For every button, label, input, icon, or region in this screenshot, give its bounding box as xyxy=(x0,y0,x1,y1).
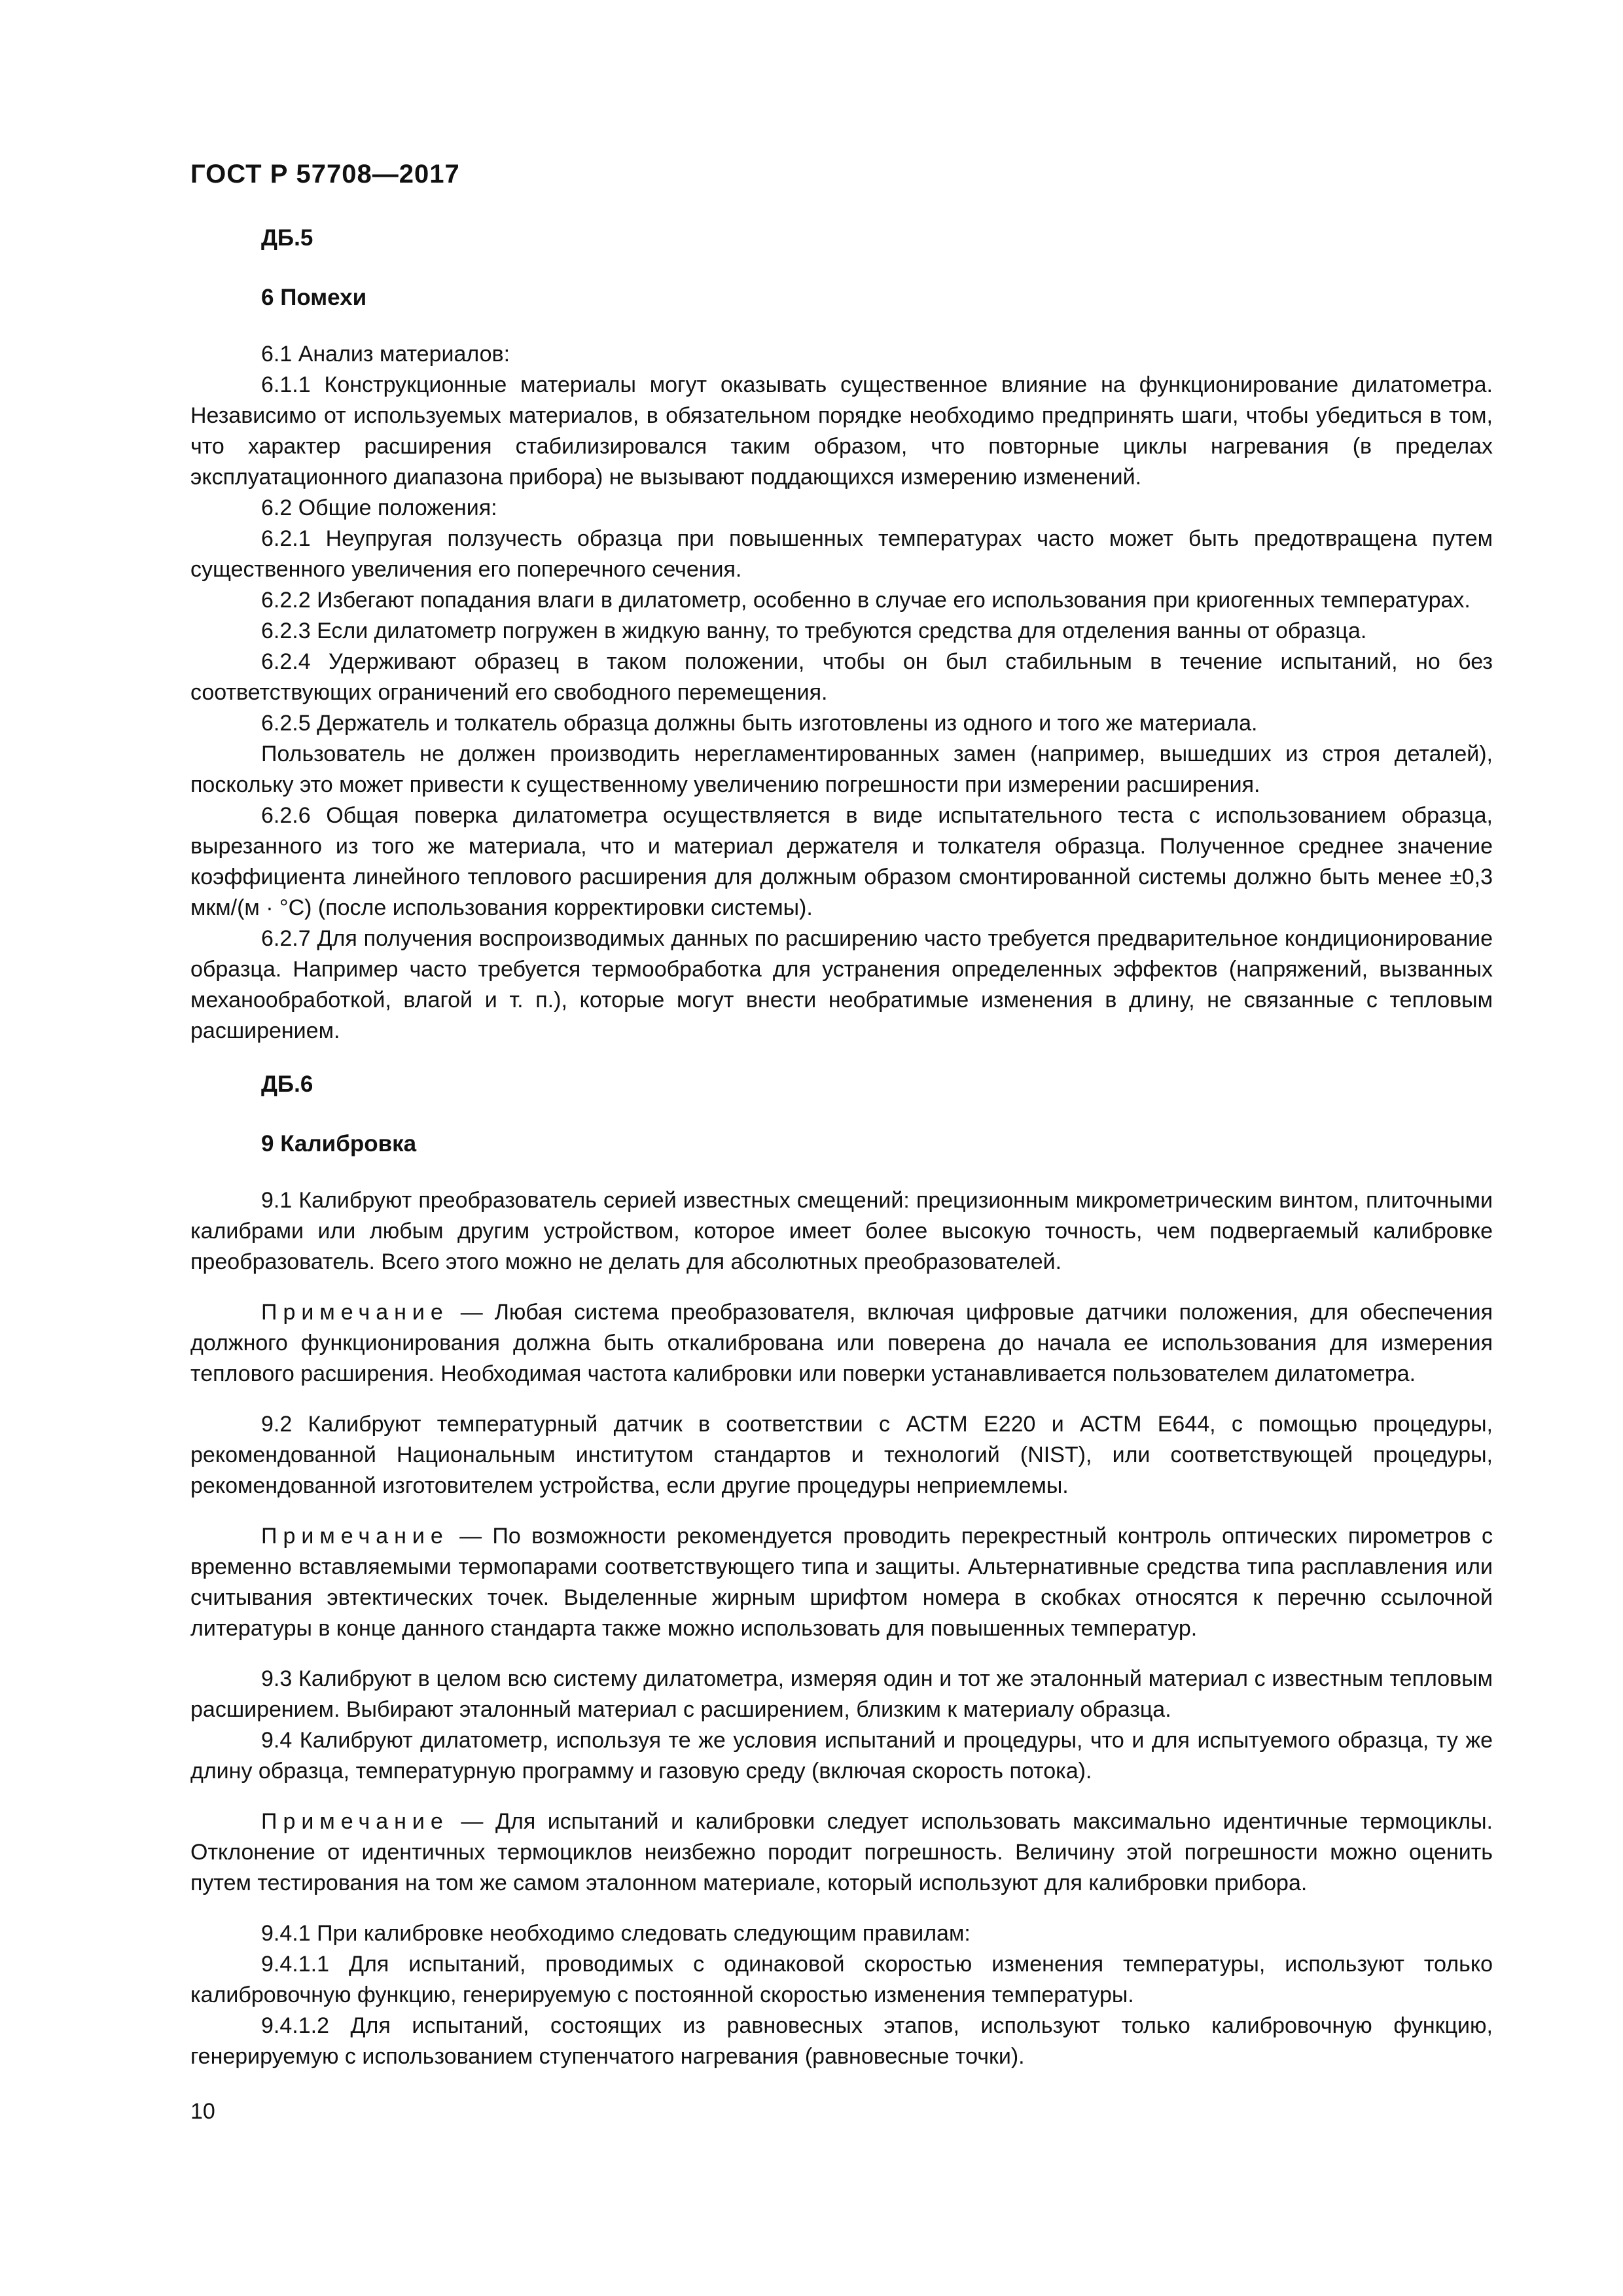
paragraph-6-2-1: 6.2.1 Неупругая ползучесть образца при повышенных температурах часто может быть предотвращена путем существенного увеличения его поперечного сечения. xyxy=(190,526,1493,582)
note-2-text: — По возможности рекомендуется проводить перекрестный контроль оптических пирометров с временно вставляемыми термопарами соответствующего типа и защиты. Альтернативные средства типа расплавления или считывания эвтектических точек. Выделенные жирным шрифтом номера в скобках относятся к перечню ссылочной литературы в конце данного стандарта также можно использовать для повышенных температур. xyxy=(190,1524,1493,1641)
note-3-text: — Для испытаний и калибровки следует использовать максимально идентичные термоциклы. Отклонение от идентичных термоциклов неизбежно породит погрешность. Величину этой погрешности можно оценить путем тестирования на том же самом эталонном материале, который используют для калибровки прибора. xyxy=(190,1809,1493,1895)
note-1-label: Примечание xyxy=(261,1300,449,1325)
note-3 xyxy=(190,1806,1493,1899)
paragraph-9-2: 9.2 Калибруют температурный датчик в соответствии с АСТМ Е220 и АСТМ Е644, с помощью процедуры, рекомендованной Национальным институтом стандартов и технологий (NIST), или соответствующей процедуры, рекомендованной изготовителем устройства, если другие процедуры неприемлемы. xyxy=(190,1412,1493,1498)
note-1 xyxy=(190,1297,1493,1390)
paragraph-6-2-7: 6.2.7 Для получения воспроизводимых данных по расширению часто требуется предварительное кондиционирование образца. Например часто требуется термообработка для устранения определенных эффектов (напряжений, вызванных механообработкой, влагой и т. п.), которые могут внести необратимые изменения в длину, не связанные с тепловым расширением. xyxy=(190,926,1493,1043)
paragraph-6-2-3: 6.2.3 Если дилатометр погружен в жидкую ванну, то требуются средства для отделения ванны от образца. xyxy=(261,619,1367,643)
page-number: 10 xyxy=(190,2099,215,2124)
note-2 xyxy=(190,1521,1493,1644)
paragraph-9-4-1: 9.4.1 При калибровке необходимо следовать следующим правилам: xyxy=(261,1921,971,1946)
section-title-calibration: 9 Калибровка xyxy=(261,1131,417,1157)
note-1-text: — Любая система преобразователя, включая цифровые датчики положения, для обеспечения должного функционирования должна быть откалибрована или поверена до начала ее использования для измерения теплового расширения. Необходимая частота калибровки или поверки устанавливается пользователем дилатометра. xyxy=(190,1300,1493,1386)
paragraph-6-2-2: 6.2.2 Избегают попадания влаги в дилатометр, особенно в случае его использования при криогенных температурах. xyxy=(261,588,1471,613)
paragraph-6-2-5: 6.2.5 Держатель и толкатель образца должны быть изготовлены из одного и того же материала. xyxy=(261,711,1258,736)
section-label-db5: ДБ.5 xyxy=(261,225,313,251)
paragraph-9-1: 9.1 Калибруют преобразователь серией известных смещений: прецизионным микрометрическим винтом, плиточными калибрами или любым другим устройством, которое имеет более высокую точность, чем подвергаемый калибровке преобразователь. Всего этого можно не делать для абсолютных преобразователей. xyxy=(190,1188,1493,1274)
paragraph-9-3: 9.3 Калибруют в целом всю систему дилатометра, измеряя один и тот же эталонный материал с известным тепловым расширением. Выбирают эталонный материал с расширением, близким к материалу образца. xyxy=(190,1666,1493,1722)
note-2-label: Примечание xyxy=(261,1524,449,1549)
paragraph-6-2-4: 6.2.4 Удерживают образец в таком положении, чтобы он был стабильным в течение испытаний, но без соответствующих ограничений его свободного перемещения. xyxy=(190,649,1493,705)
paragraph-user-replacements: Пользователь не должен производить нерегламентированных замен (например, вышедших из строя деталей), поскольку это может привести к существенному увеличению погрешности при измерении расширения. xyxy=(190,742,1493,797)
section-title-interference: 6 Помехи xyxy=(261,285,367,310)
paragraph-9-4-1-2: 9.4.1.2 Для испытаний, состоящих из равновесных этапов, используют только калибровочную функцию, генерируемую с использованием ступенчатого нагревания (равновесные точки). xyxy=(190,2013,1493,2069)
note-3-label: Примечание xyxy=(261,1809,449,1834)
paragraph-6-2-6: 6.2.6 Общая поверка дилатометра осуществляется в виде испытательного теста с использованием образца, вырезанного из того же материала, что и материал держателя и толкателя образца. Полученное среднее значение коэффициента линейного теплового расширения для должным образом смонтированной системы должно быть менее ±0,3 мкм/(м · °С) (после использования корректировки системы). xyxy=(190,803,1493,920)
paragraph-6-1: 6.1 Анализ материалов: xyxy=(261,342,510,367)
document-body xyxy=(190,223,1493,2072)
paragraph-6-1-1: 6.1.1 Конструкционные материалы могут оказывать существенное влияние на функционирование дилатометра. Независимо от используемых материалов, в обязательном порядке необходимо предпринять шаги, чтобы убедиться в том, что характер расширения стабилизировался таким образом, что повторные циклы нагревания (в пределах эксплуатационного диапазона прибора) не вызывают поддающихся измерению изменений. xyxy=(190,372,1493,490)
paragraph-6-2: 6.2 Общие положения: xyxy=(261,495,497,520)
paragraph-9-4: 9.4 Калибруют дилатометр, используя те же условия испытаний и процедуры, что и для испытуемого образца, ту же длину образца, температурную программу и газовую среду (включая скорость потока). xyxy=(190,1728,1493,1784)
section-label-db6: ДБ.6 xyxy=(261,1071,313,1097)
paragraph-9-4-1-1: 9.4.1.1 Для испытаний, проводимых с одинаковой скоростью изменения температуры, используют только калибровочную функцию, генерируемую с постоянной скоростью изменения температуры. xyxy=(190,1952,1493,2007)
standard-header: ГОСТ Р 57708—2017 xyxy=(190,160,460,188)
